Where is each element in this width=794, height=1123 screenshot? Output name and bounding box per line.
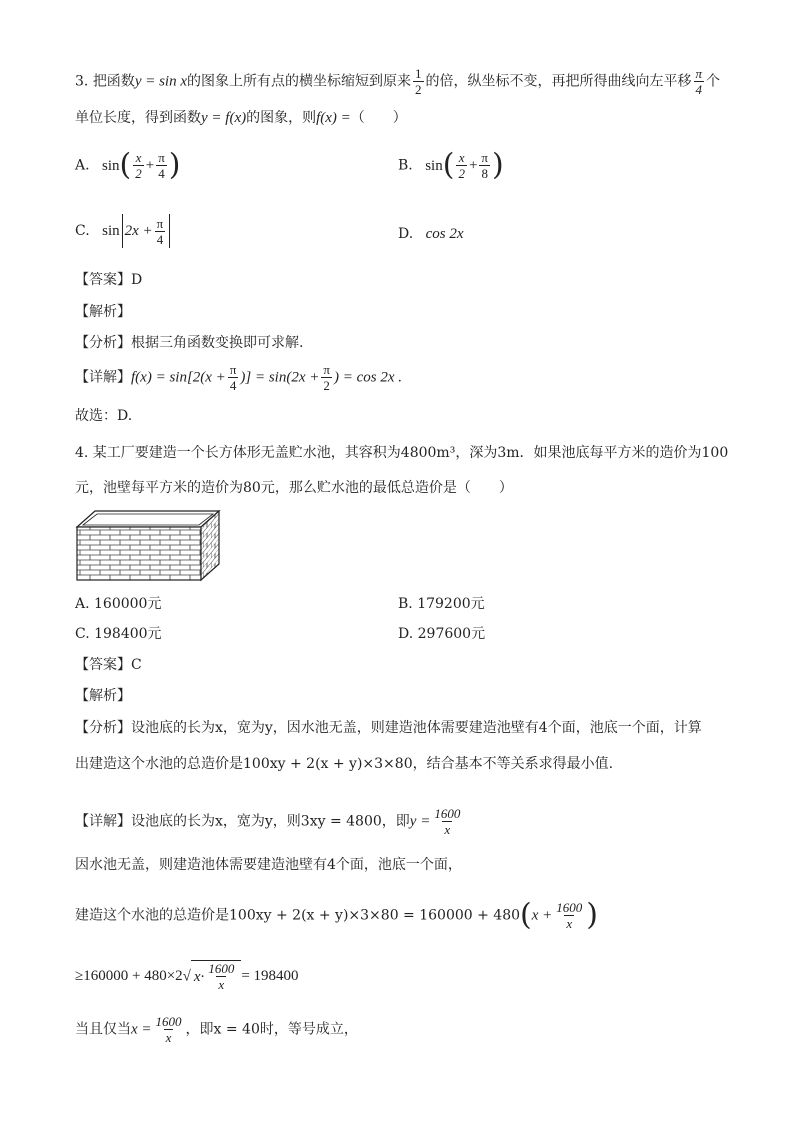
option-label: B.: [398, 157, 413, 174]
q3-func: y = sin x: [134, 73, 188, 90]
q3-stem-line1: [75, 66, 720, 97]
q3-text: 的图象上所有点的横坐标缩短到原来: [187, 73, 412, 90]
q4-option-c[interactable]: C. 198400元: [75, 626, 162, 642]
q4-analysis-label: 【解析】: [75, 688, 131, 704]
q3-choose: 故选：D.: [75, 408, 133, 424]
q4-option-d[interactable]: D. 297600元: [398, 626, 486, 642]
q4-option-a[interactable]: A. 160000元: [75, 596, 162, 612]
q3-text: 个: [706, 73, 721, 90]
q3-detail: 【详解】f(x) = sin[2(x + $\frac{\pi}{4}$ )] = sin(2x + $\frac{\pi}{2}$ ) = cos 2x .: [75, 362, 402, 393]
option-label: D.: [398, 226, 414, 242]
q3-text: 的倍，纵坐标不变，再把所得曲线向左平移: [425, 73, 692, 90]
q3-option-b[interactable]: B. sin( $\frac{x}{2}$ + $\frac{\pi}{8}$ ): [398, 147, 504, 183]
q3-analysis-label: 【解析】: [75, 304, 131, 320]
q3-stem-line2: [75, 108, 407, 128]
detail-text: 【详解】设池底的长为x，宽为y，则3xy = 4800，即: [75, 813, 410, 830]
q3-option-c[interactable]: C. sin 2x + $\frac{\pi}{4}$: [75, 214, 172, 248]
q4-stem-line2: 元，池壁每平方米的造价为80元，那么贮水池的最低总造价是（ ）: [75, 480, 513, 496]
q4-detail-line1: 【详解】设池底的长为x，宽为y，则3xy = 4800，即y = $\frac{1600}{x}$: [75, 806, 461, 837]
q4-detail-line2: 因水池无盖，则建造池体需要建造池壁有4个面，池底一个面，: [75, 857, 462, 873]
sin-fn: sin: [102, 157, 120, 174]
q3-fx2: f(x) =: [316, 110, 351, 126]
shift-fraction: $\frac{\pi}{4}$: [695, 66, 703, 97]
q4-fenxi-line2: 出建造这个水池的总造价是100xy + 2(x + y)×3×80，结合基本不等关系求得最小值.: [75, 756, 614, 772]
q3-answer: 【答案】D: [75, 272, 143, 288]
detail-text: 当且仅当: [75, 1021, 131, 1038]
q3-fx: y = f(x): [201, 110, 247, 126]
q3-option-d[interactable]: [398, 224, 464, 244]
q4-option-b[interactable]: B. 179200元: [398, 596, 485, 612]
q3-option-a[interactable]: A. sin( $\frac{x}{2}$ + $\frac{\pi}{4}$ ): [75, 147, 181, 183]
q3-paren: （ ）: [350, 110, 407, 126]
q3-text: 把函数: [92, 73, 135, 90]
brick-pool-figure: [75, 510, 221, 582]
detail-text: 建造这个水池的总造价是100xy + 2(x + y)×3×80 = 160000 + 480: [75, 907, 521, 924]
sqrt-expression: √ x· $\frac{1600}{x}$: [183, 960, 242, 992]
q4-fenxi-line1: 【分析】设池底的长为x，宽为y，因水池无盖，则建造池体需要建造池壁有4个面，池底一个面，计算: [75, 720, 702, 736]
sin-fn: sin: [102, 223, 120, 239]
q4-detail-line3: 建造这个水池的总造价是100xy + 2(x + y)×3×80 = 160000 + 480(x + $\frac{1600}{x}$ ): [75, 897, 599, 933]
q4-answer: 【答案】C: [75, 657, 142, 673]
sin-fn: sin: [425, 157, 443, 174]
detail-label: 【详解】: [75, 369, 131, 386]
q3-text: 的图象，则: [246, 110, 317, 126]
cos-fn: cos 2x: [425, 226, 464, 242]
half-fraction: $\frac{1}{2}$: [415, 66, 422, 97]
q3-fenxi: 【分析】根据三角函数变换即可求解.: [75, 335, 304, 351]
q4-detail-line4: ≥160000 + 480×2√ x· $\frac{1600}{x}$ = 198400: [75, 961, 299, 992]
option-label: C.: [75, 223, 90, 239]
option-label: A.: [75, 157, 90, 174]
q3-number: 3.: [75, 73, 89, 90]
q3-text: 单位长度，得到函数: [75, 110, 201, 126]
q4-stem-line1: 4. 某工厂要建造一个长方体形无盖贮水池，其容积为4800m³，深为3m．如果池底每平方米的造价为100: [75, 445, 729, 461]
q4-detail-line5: 当且仅当x = $\frac{1600}{x}$ ，即x = 40时，等号成立，: [75, 1014, 358, 1045]
